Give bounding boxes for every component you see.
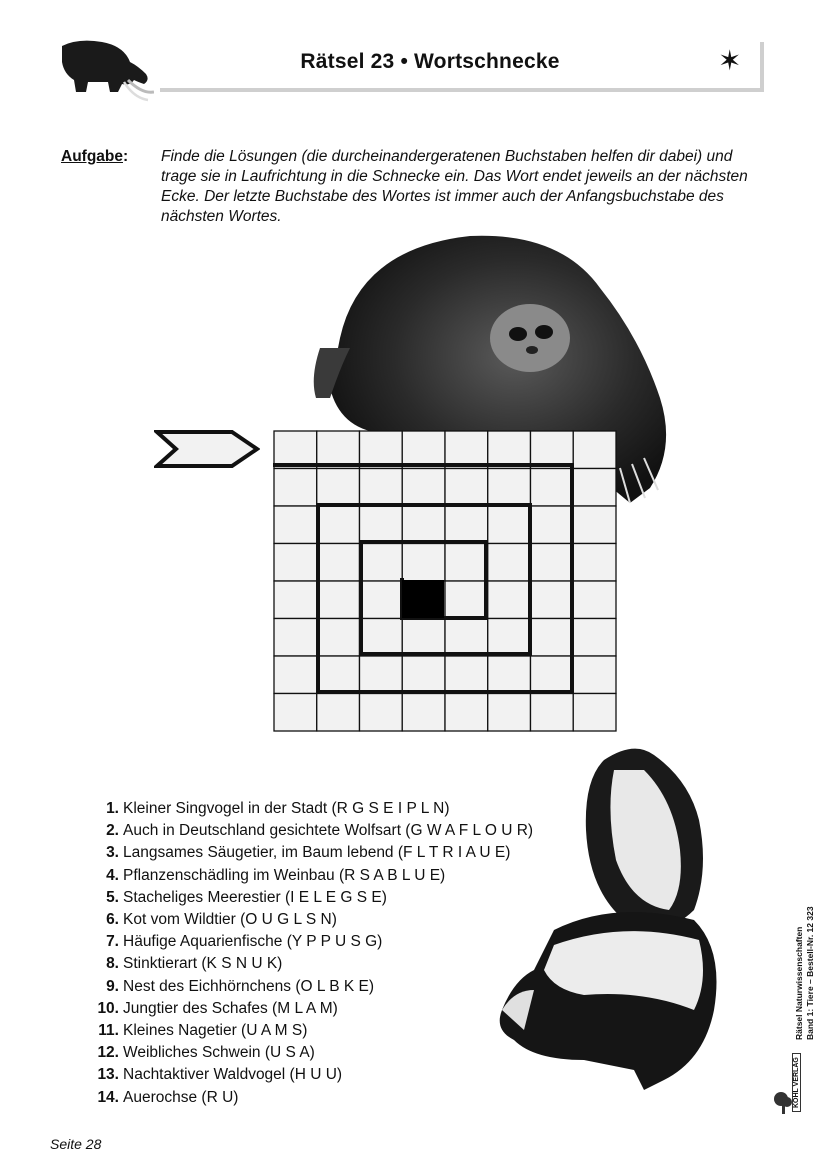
grid-cell[interactable] — [274, 581, 317, 619]
clue-text: Pflanzenschädling im Weinbau (R S A B L U E) — [123, 866, 446, 884]
grid-cell[interactable] — [531, 581, 574, 619]
clue-item — [88, 953, 533, 975]
clue-item — [88, 998, 533, 1020]
grid-cell[interactable] — [445, 619, 488, 657]
grid-cell[interactable] — [445, 656, 488, 694]
grid-cell[interactable] — [573, 469, 616, 507]
clue-item — [88, 887, 533, 909]
grid-cell[interactable] — [317, 469, 360, 507]
grid-cell[interactable] — [573, 544, 616, 582]
clue-text: Kleines Nagetier (U A M S) — [123, 1022, 308, 1040]
clue-text: Auerochse (R U) — [123, 1088, 239, 1106]
grid-cell[interactable] — [573, 431, 616, 469]
tree-logo-icon — [772, 1090, 794, 1116]
task-text: Finde die Lösungen (die durcheinandergeratenen Buchstaben helfen dir dabei) und trage sie in Laufrichtung in die Schnecke ein. Das Wort endet jeweils an der nächsten Ecke. Der letzte Buchstabe des Wortes ist immer auch der Anfangsbuchstabe des nächsten Wortes. — [161, 148, 748, 225]
clue-text: Kleiner Singvogel in der Stadt (R G S E I P L N) — [123, 800, 450, 817]
clue-item — [88, 820, 533, 842]
grid-cell[interactable] — [402, 506, 445, 544]
clue-number: 14. — [97, 1088, 119, 1106]
grid-cell[interactable] — [360, 694, 403, 732]
grid-cell[interactable] — [573, 581, 616, 619]
clue-text: Weibliches Schwein (U S A) — [123, 1044, 315, 1062]
grid-cell[interactable] — [360, 544, 403, 582]
grid-cell[interactable] — [402, 619, 445, 657]
grid-cell[interactable] — [531, 506, 574, 544]
clue-text: Nest des Eichhörnchens (O L B K E) — [123, 977, 374, 995]
clue-item — [88, 1087, 533, 1109]
clue-number: 9. — [106, 977, 119, 995]
mammoth-illustration — [58, 36, 154, 108]
grid-cell[interactable] — [317, 694, 360, 732]
grid-cell[interactable] — [317, 581, 360, 619]
spiral-grid — [273, 430, 617, 732]
clue-text: Auch in Deutschland gesichtete Wolfsart (G W A F L O U R) — [123, 822, 534, 840]
grid-cell[interactable] — [402, 694, 445, 732]
clue-text: Nachtaktiver Waldvogel (H U U) — [123, 1066, 343, 1084]
grid-cell[interactable] — [274, 619, 317, 657]
clue-number: 6. — [106, 911, 119, 929]
task-label: Aufgabe: — [61, 148, 129, 165]
grid-cell[interactable] — [274, 431, 317, 469]
clue-number: 4. — [106, 866, 119, 884]
grid-cell[interactable] — [274, 469, 317, 507]
grid-cell[interactable] — [445, 469, 488, 507]
clue-number: 3. — [106, 844, 119, 862]
page-number: Seite 28 — [50, 1136, 102, 1152]
grid-cell[interactable] — [317, 544, 360, 582]
clue-item — [88, 1020, 533, 1042]
grid-cell[interactable] — [274, 656, 317, 694]
clue-text: Häufige Aquarienfische (Y P P U S G) — [123, 933, 383, 951]
grid-cell[interactable] — [274, 694, 317, 732]
grid-cell[interactable] — [402, 469, 445, 507]
grid-cell[interactable] — [360, 656, 403, 694]
grid-cell[interactable] — [445, 506, 488, 544]
grid-cell[interactable] — [531, 656, 574, 694]
clue-item — [88, 931, 533, 953]
grid-cell[interactable] — [573, 694, 616, 732]
grid-cell[interactable] — [531, 469, 574, 507]
clue-number: 1. — [106, 800, 119, 817]
grid-cell[interactable] — [573, 619, 616, 657]
clue-item — [88, 1064, 533, 1086]
clue-number: 5. — [106, 888, 119, 906]
grid-cell[interactable] — [445, 431, 488, 469]
star-icon: ✶ — [718, 45, 742, 76]
grid-cell[interactable] — [488, 431, 531, 469]
grid-cell[interactable] — [488, 506, 531, 544]
clue-number: 11. — [98, 1022, 119, 1040]
start-arrow-icon — [154, 430, 260, 468]
clue-item — [88, 976, 533, 998]
grid-cell[interactable] — [573, 506, 616, 544]
grid-cell[interactable] — [531, 619, 574, 657]
clue-text: Stacheliges Meerestier (I E L E G S E) — [123, 888, 387, 906]
publisher-logo: KOHL VERLAG — [792, 1053, 801, 1112]
grid-cell[interactable] — [573, 656, 616, 694]
clue-text: Stinktierart (K S N U K) — [123, 955, 283, 973]
clue-text: Langsames Säugetier, im Baum lebend (F L T R I A U E) — [123, 844, 511, 862]
grid-cell[interactable] — [360, 469, 403, 507]
grid-cell[interactable] — [445, 544, 488, 582]
clue-number: 7. — [106, 933, 119, 951]
clue-number: 8. — [106, 955, 119, 973]
grid-cell[interactable] — [360, 431, 403, 469]
grid-cell[interactable] — [274, 506, 317, 544]
grid-cell[interactable] — [274, 544, 317, 582]
grid-cell[interactable] — [317, 656, 360, 694]
clue-number: 13. — [97, 1066, 119, 1084]
skunk-illustration — [494, 740, 724, 1110]
clue-number: 2. — [106, 822, 119, 840]
grid-cell[interactable] — [488, 544, 531, 582]
clue-item — [88, 865, 533, 887]
grid-cell[interactable] — [531, 544, 574, 582]
grid-cell[interactable] — [402, 544, 445, 582]
grid-cell[interactable] — [531, 694, 574, 732]
clue-number: 10. — [97, 999, 119, 1017]
grid-cell[interactable] — [317, 619, 360, 657]
clue-item — [88, 842, 533, 864]
grid-cell[interactable] — [488, 694, 531, 732]
clue-number: 12. — [97, 1044, 119, 1062]
grid-cell[interactable] — [360, 581, 403, 619]
sidebar-imprint: Rätsel Naturwissenschaften Band 1: Tiere – Bestell-Nr. 12 323 — [794, 906, 815, 1040]
grid-cell[interactable] — [445, 581, 488, 619]
grid-cell[interactable] — [488, 619, 531, 657]
clue-text: Jungtier des Schafes (M L A M) — [123, 999, 338, 1017]
grid-cell[interactable] — [317, 431, 360, 469]
grid-cell[interactable] — [402, 431, 445, 469]
clue-item — [88, 1042, 533, 1064]
grid-cell[interactable] — [360, 619, 403, 657]
grid-cell[interactable] — [402, 656, 445, 694]
grid-cell[interactable] — [360, 506, 403, 544]
clue-text: Kot vom Wildtier (O U G L S N) — [123, 911, 337, 929]
grid-cell[interactable] — [317, 506, 360, 544]
page-title: Rätsel 23 • Wortschnecke — [300, 50, 560, 73]
clue-list — [88, 798, 533, 1109]
grid-cell[interactable] — [488, 469, 531, 507]
clue-item — [88, 909, 533, 931]
grid-cell[interactable] — [488, 656, 531, 694]
clue-item — [88, 798, 533, 820]
grid-cell[interactable] — [488, 581, 531, 619]
grid-cell[interactable] — [445, 694, 488, 732]
grid-cell[interactable] — [531, 431, 574, 469]
